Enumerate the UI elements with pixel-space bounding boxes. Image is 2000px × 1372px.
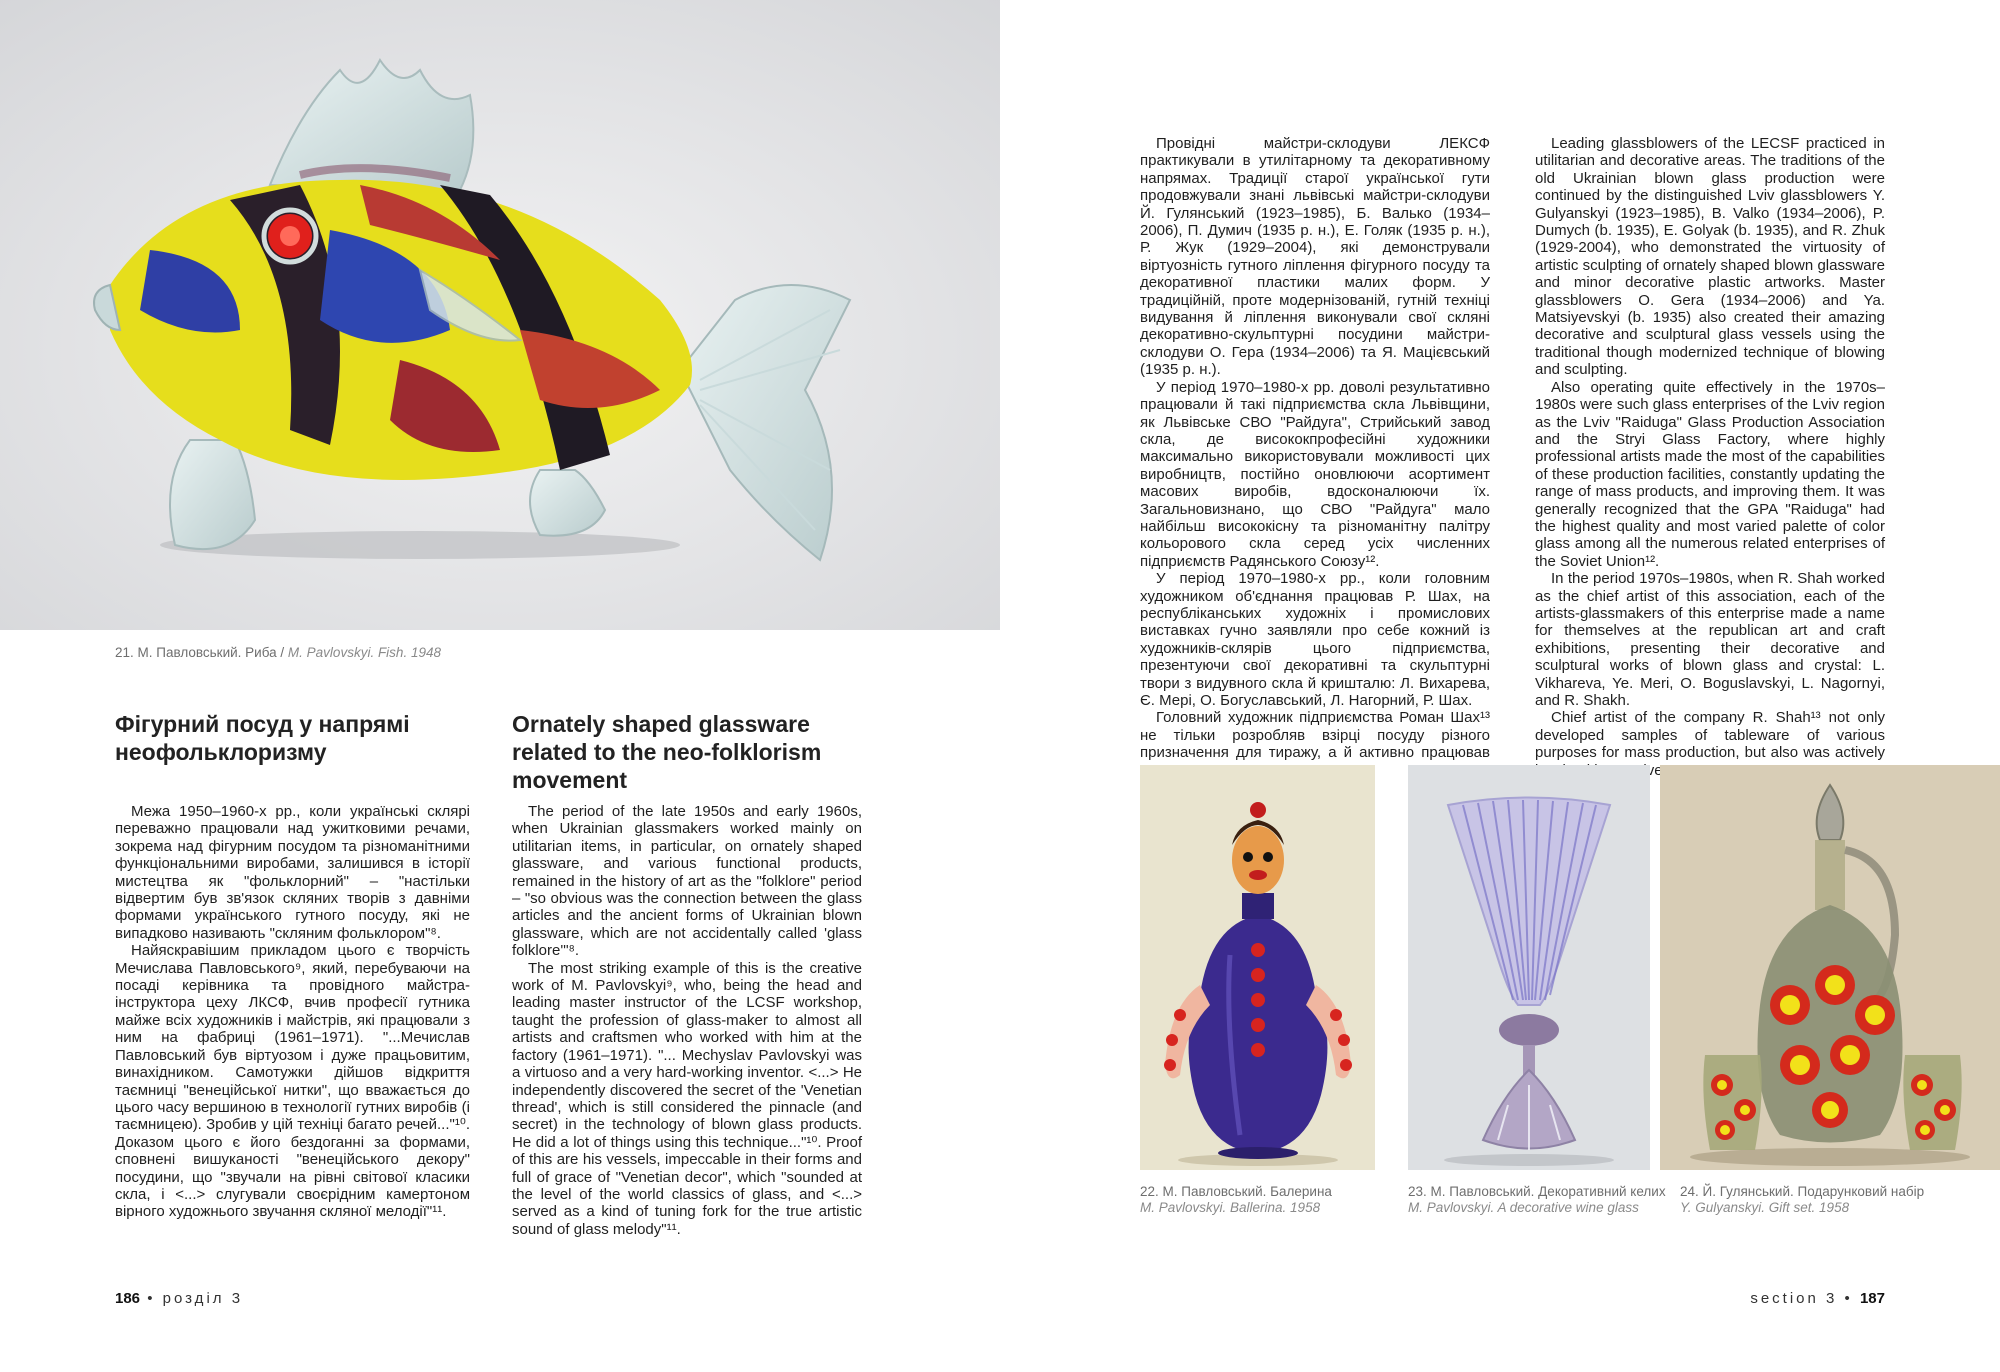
fish-caption: 21. М. Павловський. Риба / M. Pavlovskyi. Fish. 1948 xyxy=(115,645,441,660)
page-number: 186 xyxy=(115,1290,141,1307)
gift-set-photo xyxy=(1660,765,2000,1170)
right-col-ua xyxy=(1140,135,1490,779)
paragraph: Найяскравішим прикладом цього є творчість Мечислава Павловського⁹, який, перебуваючи на посаді керівника та провідного майстра-інструктора цеху ЛКСФ, вчив професії гутника майже всіх художників і майстрів, які працювали з ним на фабриці (1961–1971). "...Мечислав Павловський був віртуозом і дуже працьовитим, винахідником. Самотужки дійшов відкриття таємниці "венеційської нитки", що вважається до цього часу вершиною в технології гутних виробів (і таємницею). Зробив у цій техніці багато речей..."¹⁰. Доказом цього є його бездоганні за формами, сповнені вишуканості "венеційського декору" посудини, що "звучали на рівні світової класики скла, і <...> слугували своєрідним камертоном вірного художнього звучання скляної мелодії"¹¹. xyxy=(115,942,470,1221)
heading-ua: Фігурний посуд у напрямі неофольклоризму xyxy=(115,711,410,765)
paragraph: Chief artist of the company R. Shah¹³ not only developed samples of tableware of various purposes for mass production, but also was actively xyxy=(1535,709,1885,762)
page-number: 187 xyxy=(1859,1290,1885,1307)
left-col-en xyxy=(512,803,862,1238)
caption-ballerina: 22. М. Павловський. Балерина M. Pavlovskyi. Ballerina. 1958 xyxy=(1140,1184,1332,1215)
section-label: section 3 • xyxy=(1750,1290,1853,1307)
caption-gift-set: 24. Й. Гулянський. Подарунковий набір Y. Gulyanskyi. Gift set. 1958 xyxy=(1680,1184,1925,1215)
wine-glass-photo xyxy=(1408,765,1650,1170)
paragraph: Leading glassblowers of the LECSF practiced in utilitarian and decorative areas. The traditions of the old Ukrainian blown glass production were continued by the distinguished Lviv glassblowers Y. Gulyanskyi (1923–1985), B. Valko (1934–2006), P. Dumych (b. 1935), E. Golyak (b. 1935), and R. Zhuk (1929-2004), who demonstrated the virtuosity of artistic sculpting of ornately shaped blown glassware and minor decorative plastic artworks. Master glassblowers O. Gera (1934–2006) and Ya. Matsiyevskyi (b. 1935) also created their amazing decorative and sculptural glass vessels using the traditional though modernized technique of blowing and sculpting. xyxy=(1535,135,1885,379)
paragraph: The period of the late 1950s and early 1960s, when Ukrainian glassmakers worked mainly on utilitarian items, in particular, on ornately shaped glassware, and various functional products, remained in the history of art as the "folklore" period – "so obvious was the connection between the glass articles and the ancient forms of Ukrainian blown glassware, which are not accidentally called 'glass folklore'"⁸. xyxy=(512,803,862,960)
fish-photo xyxy=(0,0,1000,630)
paragraph: Межа 1950–1960-х рр., коли українські склярі переважно працювали над ужитковими речами, зокрема над фігурним посудом та різноманітними функціональними виробами, залишився в історії мистецтва як "фольклорний" – "настільки відвертим був зв'язок скляних творів з давніми формами українського гутного посуду, які не випадково називають "скляним фольклором"⁸. xyxy=(115,803,470,942)
caption-wine-glass: 23. М. Павловський. Декоративний келих M. Pavlovskyi. A decorative wine glass xyxy=(1408,1184,1666,1215)
ballerina-photo xyxy=(1140,765,1375,1170)
paragraph: Провідні майстри-склодуви ЛЕКСФ практикували в утилітарному та декоративному напрямах. Традиції старої української гути продовжували знані львівські майстри-склодуви Й. Гулянський (1923–1985), Б. Валько (1934–2006), П. Думич (1935 р. н.), Е. Голяк (1935 р. н.), Р. Жук (1929–2004), які демонстрували віртуозність гутного ліплення фігурного посуду та декоративної пластики малих форм. У традиційній, проте модернізованій, гутній техніці видування й ліплення виконували свої скляні декоративно-скульптурні посудини майстри-склодуви О. Гера (1934–2006) та Я. Мацієвський (1935 р. н.). xyxy=(1140,135,1490,379)
paragraph: У період 1970–1980-х рр. доволі результативно працювали й такі підприємства скла Львівщини, як Львівське СВО "Райдуга", Стрийський завод скла, де висококпрофесійні художники максимально використовували можливості цих виробництв, постійно оновлюючи асортимент масових виробів, вдосконалюючи їх. Загальновизнано, що СВО "Райдуга" мало найбільш висококісну та різноманітну палітру кольорового скла серед усіх численних підприємств Радянського Союзу¹². xyxy=(1140,378,1490,570)
paragraph: Also operating quite effectively in the 1970s–1980s were such glass enterprises of the Lviv region as the Lviv "Raiduga" Glass Production Association and the Stryi Glass Factory, where highly professional artists made the most of the capabilities of these production facilities, constantly updating the range of mass products, and improving them. It was generally recognized that the GPA "Raiduga" had the highest quality and most varied palette of color glass among all the numerous related enterprises of the Soviet Union¹². xyxy=(1535,378,1885,570)
paragraph: In the period 1970s–1980s, when R. Shah worked as the chief artist of this association, each of the artists-glassmakers of this enterprise made a name for themselves at the republican art and craft exhibitions, presenting their decorative and sculptural works of blown glass and crystal: L. Vikhareva, Ye. Meri, O. Boguslavskyi, L. Nagornyi, and R. Shakh. xyxy=(1535,570,1885,709)
left-col-ua xyxy=(115,803,470,1221)
paragraph: Головний художник підприємства Роман Шах¹³ не тільки розробляв взірці посуду різного призначення для тиражу, а й активно працював xyxy=(1140,709,1490,762)
section-label: • розділ 3 xyxy=(147,1290,244,1307)
folio-left xyxy=(115,1290,243,1307)
right-col-en xyxy=(1535,135,1885,779)
paragraph: У період 1970–1980-х рр., коли головним художником об'єднання працював Р. Шах, на республіканських художніх і промислових виставках гучно заявляли про себе кожний із художників-склярів цього підприємства, презентуючи свої декоративні та скульптурні твори з видувного скла й кришталю: Л. Вихарева, Є. Мері, О. Богуславський, Л. Нагорний, Р. Шах. xyxy=(1140,570,1490,709)
heading-en: Ornately shaped glassware related to the neo-folklorism movement xyxy=(512,711,822,793)
paragraph: The most striking example of this is the creative work of M. Pavlovskyi⁹, who, being the head and leading master instructor of the LCSF workshop, taught the profession of glass-maker to almost all artists and craftsmen who worked with him at the factory (1961–1971). "... Mechyslav Pavlovskyi was a virtuoso and a very hard-working inventor. <...> He independently discovered the secret of the 'Venetian thread', which is still considered the pinnacle (and secret) in the technology of blown glass products. He did a lot of things using this technique..."¹⁰. Proof of this are his vessels, impeccable in their forms and full of grace of "Venetian decor", which "sounded at the level of the world classics of glass, and <...> served as a kind of tuning fork for the true artistic sound of glass melody"¹¹. xyxy=(512,959,862,1238)
folio-right xyxy=(1750,1290,1885,1307)
